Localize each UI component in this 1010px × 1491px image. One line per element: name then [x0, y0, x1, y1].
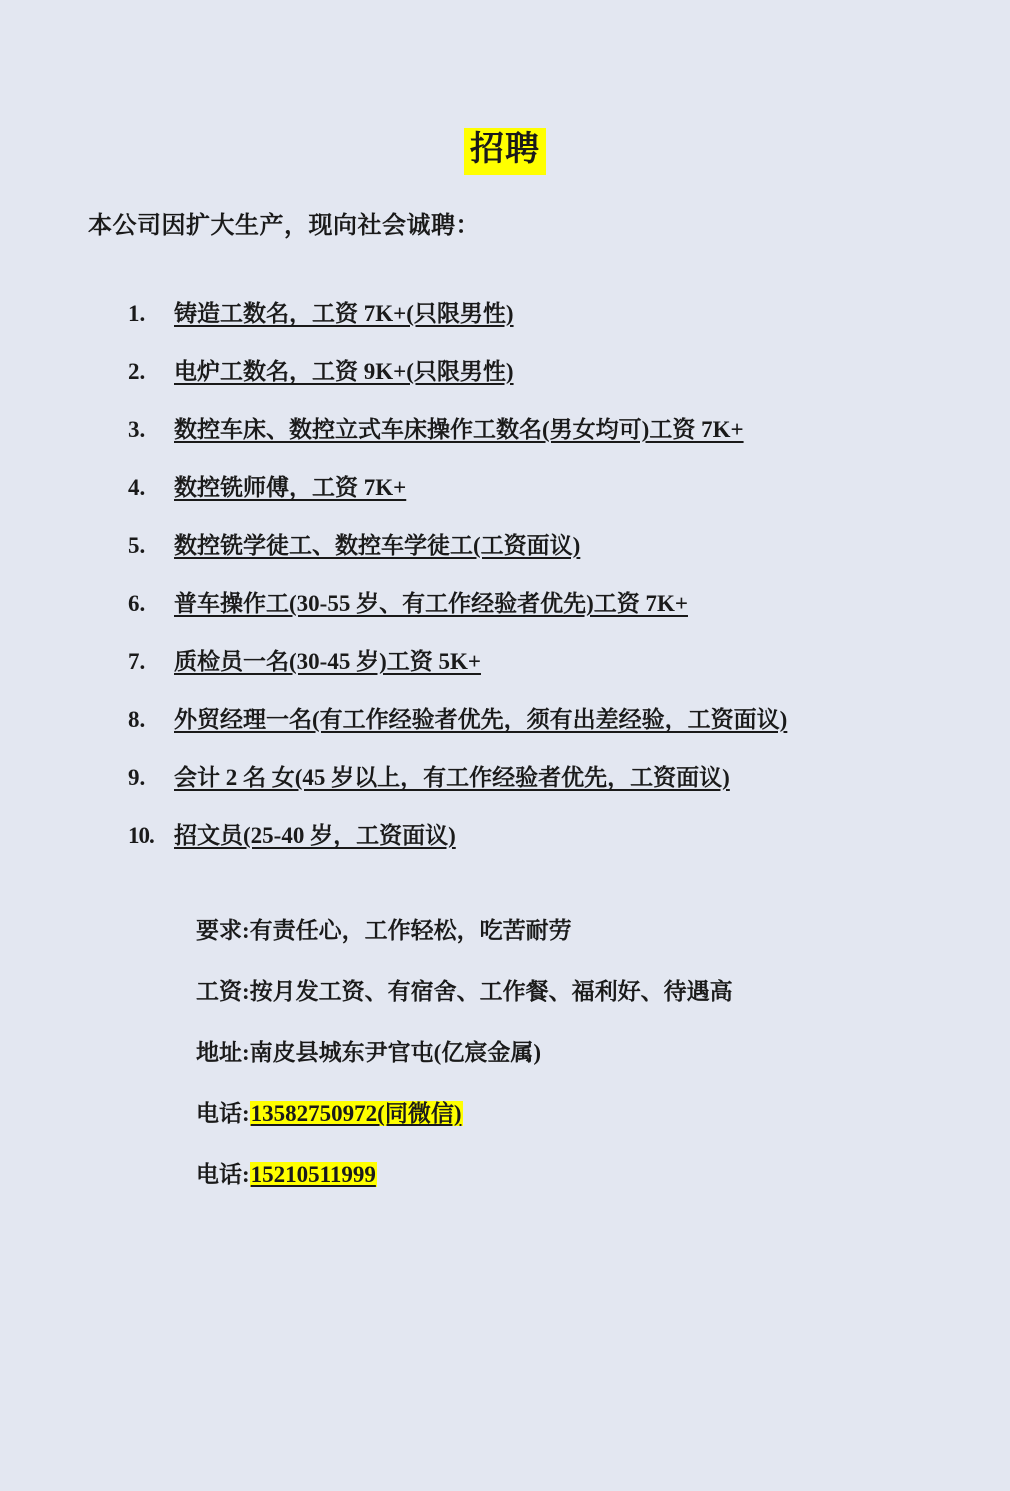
list-item [128, 650, 1010, 673]
list-item-text: 数控铣学徒工、数控车学徒工(工资面议) [174, 532, 581, 558]
list-item [128, 476, 1010, 499]
list-item-text: 数控铣师傅，工资 7K+ [174, 474, 407, 500]
list-item-number: 10. [128, 822, 154, 848]
phone-line-2 [196, 1163, 1010, 1186]
address-line [196, 1041, 1010, 1064]
list-item-number: 2. [128, 358, 146, 384]
salary-value: 按月发工资、有宿舍、工作餐、福利好、待遇高 [249, 978, 733, 1004]
list-item [128, 534, 1010, 557]
list-item-text: 铸造工数名，工资 7K+(只限男性) [174, 300, 514, 326]
phone-value-2[interactable]: 15210511999 [250, 1161, 376, 1187]
requirement-line [196, 919, 1010, 942]
phone-label-2: 电话: [196, 1161, 250, 1187]
list-item-number: 1. [128, 300, 146, 326]
list-item-number: 9. [128, 764, 146, 790]
address-value: 南皮县城东尹官屯(亿宸金属) [249, 1039, 541, 1065]
salary-line [196, 980, 1010, 1003]
list-item-number: 4. [128, 474, 146, 500]
details-block [196, 919, 1010, 1186]
list-item-number: 7. [128, 648, 146, 674]
document-page [0, 128, 1010, 1491]
phone-label-1: 电话: [196, 1100, 250, 1126]
list-item [128, 708, 1010, 731]
requirement-value: 有责任心，工作轻松，吃苦耐劳 [249, 917, 572, 943]
list-item [128, 360, 1010, 383]
list-item-text: 外贸经理一名(有工作经验者优先，须有出差经验，工资面议) [174, 706, 788, 732]
list-item-number: 5. [128, 532, 146, 558]
phone-value-1[interactable]: 13582750972(同微信) [250, 1100, 462, 1126]
intro-paragraph: 本公司因扩大生产，现向社会诚聘： [88, 212, 480, 239]
page-title: 招聘 [464, 128, 546, 175]
list-item-text: 数控车床、数控立式车床操作工数名(男女均可)工资 7K+ [174, 416, 744, 442]
title-row [0, 128, 1010, 175]
list-item [128, 824, 1010, 847]
job-list [128, 302, 1010, 847]
list-item-text: 普车操作工(30-55 岁、有工作经验者优先)工资 7K+ [174, 590, 688, 616]
salary-label: 工资: [196, 978, 250, 1004]
list-item [128, 766, 1010, 789]
list-item [128, 418, 1010, 441]
list-item-number: 3. [128, 416, 146, 442]
list-item-number: 8. [128, 706, 146, 732]
phone-line-1 [196, 1102, 1010, 1125]
address-label: 地址: [196, 1039, 250, 1065]
list-item-text: 招文员(25-40 岁，工资面议) [174, 822, 456, 848]
list-item-text: 质检员一名(30-45 岁)工资 5K+ [174, 648, 481, 674]
list-item-text: 电炉工数名，工资 9K+(只限男性) [174, 358, 514, 384]
list-item-text: 会计 2 名 女(45 岁以上，有工作经验者优先，工资面议) [174, 764, 730, 790]
list-item-number: 6. [128, 590, 146, 616]
list-item [128, 592, 1010, 615]
requirement-label: 要求: [196, 917, 250, 943]
list-item [128, 302, 1010, 325]
